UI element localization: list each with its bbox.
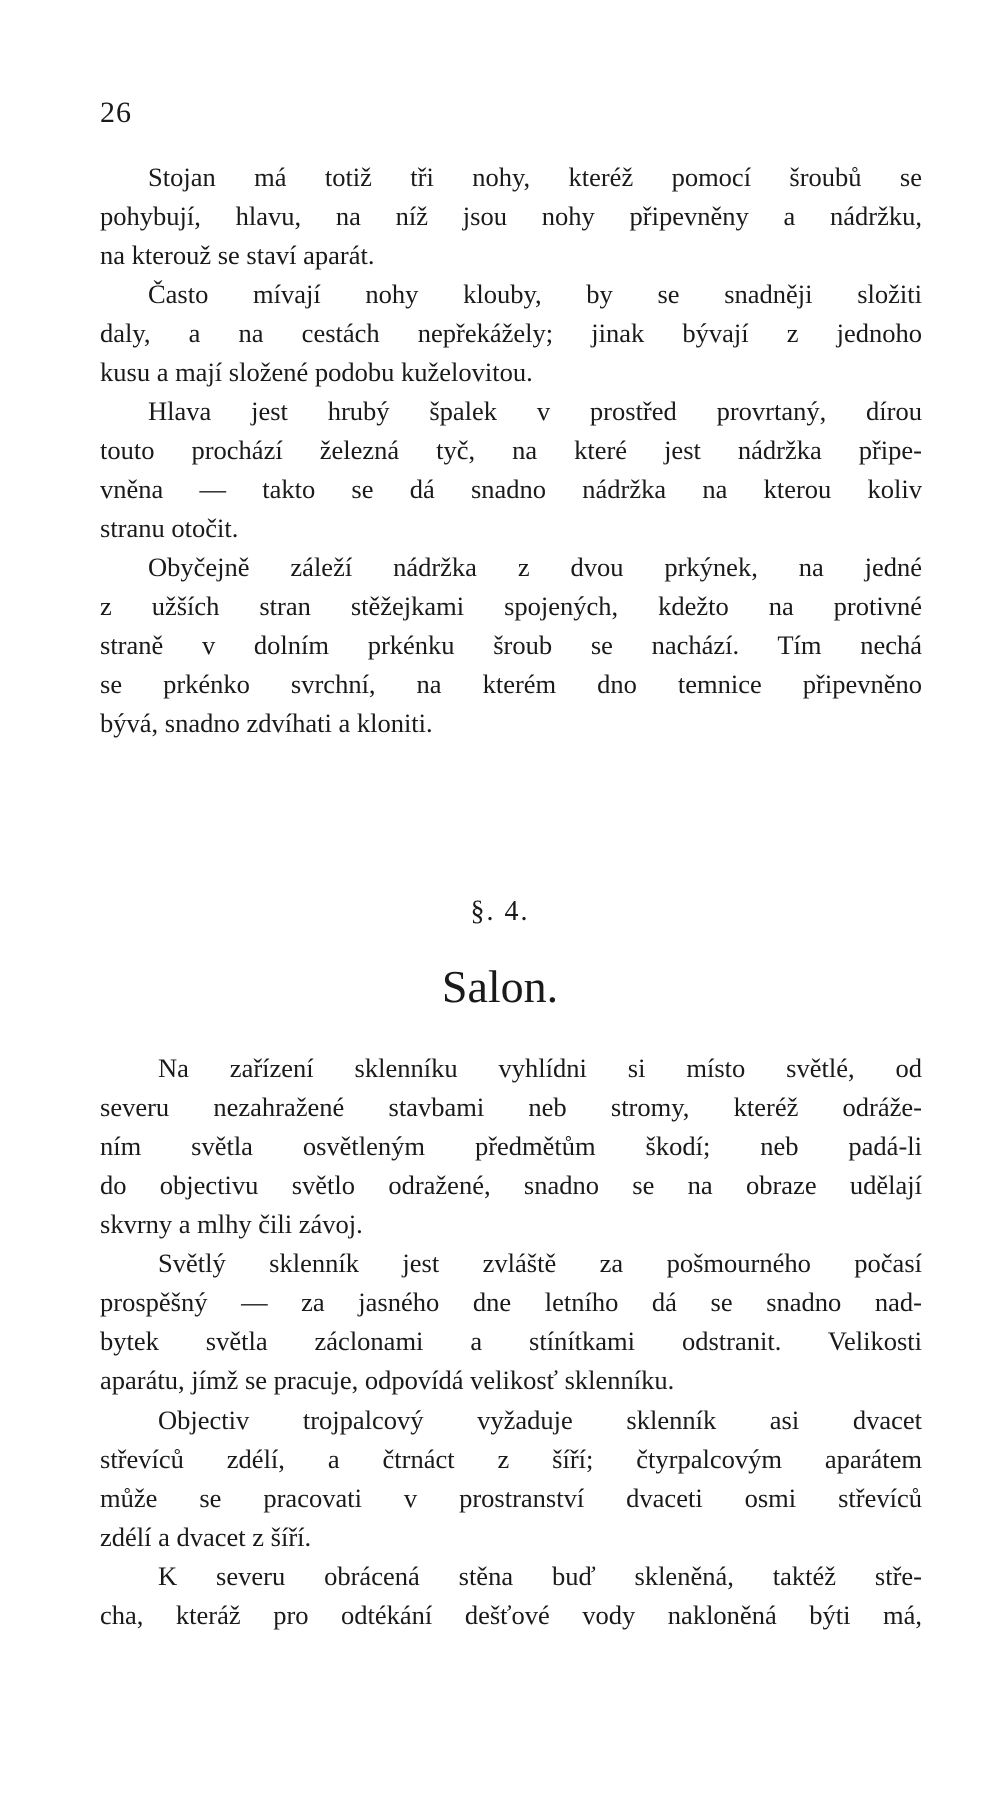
paragraph <box>100 1401 922 1557</box>
text-line: Hlava jest hrubý špalek v prostřed provrtaný, dírou <box>148 396 922 426</box>
text-line: vněna — takto se dá snadno nádržka na kterou koliv <box>100 474 922 504</box>
text-line: touto prochází železná tyč, na které jest nádržka připe- <box>100 435 922 465</box>
text-line: může se pracovati v prostranství dvaceti osmi střevíců <box>100 1483 922 1513</box>
text-line: pohybují, hlavu, na níž jsou nohy připevněny a nádržku, <box>100 201 922 231</box>
text-line: daly, a na cestách nepřekážely; jinak bývají z jednoho <box>100 318 922 348</box>
text-line: Stojan má totiž tři nohy, kteréž pomocí šroubů se <box>148 162 922 192</box>
text-line: zdélí a dvacet z šíří. <box>100 1522 312 1552</box>
text-line: Na zařízení sklenníku vyhlídni si místo světlé, od <box>158 1053 922 1083</box>
text-line: Objectiv trojpalcový vyžaduje sklenník asi dvacet <box>158 1405 922 1435</box>
paragraph <box>100 1557 922 1635</box>
text-line: kusu a mají složené podobu kuželovitou. <box>100 357 533 387</box>
paragraph <box>100 548 922 743</box>
text-line: prospěšný — za jasného dne letního dá se snadno nad- <box>100 1287 922 1317</box>
text-line: Často mívají nohy klouby, by se snadněji složiti <box>148 279 922 309</box>
text-line: z užších stran stěžejkami spojených, kdežto na protivné <box>100 591 922 621</box>
page-number: 26 <box>100 96 132 129</box>
text-line: aparátu, jímž se pracuje, odpovídá velikosť sklenníku. <box>100 1365 675 1395</box>
text-line: Obyčejně záleží nádržka z dvou prkýnek, na jedné <box>148 552 922 582</box>
text-line: bývá, snadno zdvíhati a kloniti. <box>100 708 433 738</box>
text-line: do objectivu světlo odražené, snadno se na obraze udělají <box>100 1170 922 1200</box>
text-line: střevíců zdélí, a čtrnáct z šíří; čtyrpalcovým aparátem <box>100 1444 922 1474</box>
text-line: bytek světla záclonami a stínítkami odstranit. Velikosti <box>100 1326 922 1356</box>
text-line: severu nezahražené stavbami neb stromy, kteréž odráže- <box>100 1092 922 1122</box>
section-number: §. 4. <box>470 896 530 927</box>
paragraph <box>100 275 922 392</box>
text-line: skvrny a mlhy čili závoj. <box>100 1209 363 1239</box>
text-line: Světlý sklenník jest zvláště za pošmourného počasí <box>158 1248 922 1278</box>
paragraph <box>100 1049 922 1244</box>
text-line: cha, kteráž pro odtékání dešťové vody nakloněná býti má, <box>100 1600 922 1630</box>
paragraph <box>100 158 922 275</box>
paragraph <box>100 392 922 548</box>
paragraph <box>100 1244 922 1400</box>
text-line: stranu otočit. <box>100 513 239 543</box>
text-line: straně v dolním prkénku šroub se nachází. Tím nechá <box>100 630 922 660</box>
text-line: ním světla osvětleným předmětům škodí; neb padá-li <box>100 1131 922 1161</box>
text-line: K severu obrácená stěna buď skleněná, taktéž stře- <box>158 1561 922 1591</box>
text-line: se prkénko svrchní, na kterém dno temnice připevněno <box>100 669 922 699</box>
section-title: Salon. <box>441 961 559 1012</box>
text-line: na kterouž se staví aparát. <box>100 240 375 270</box>
